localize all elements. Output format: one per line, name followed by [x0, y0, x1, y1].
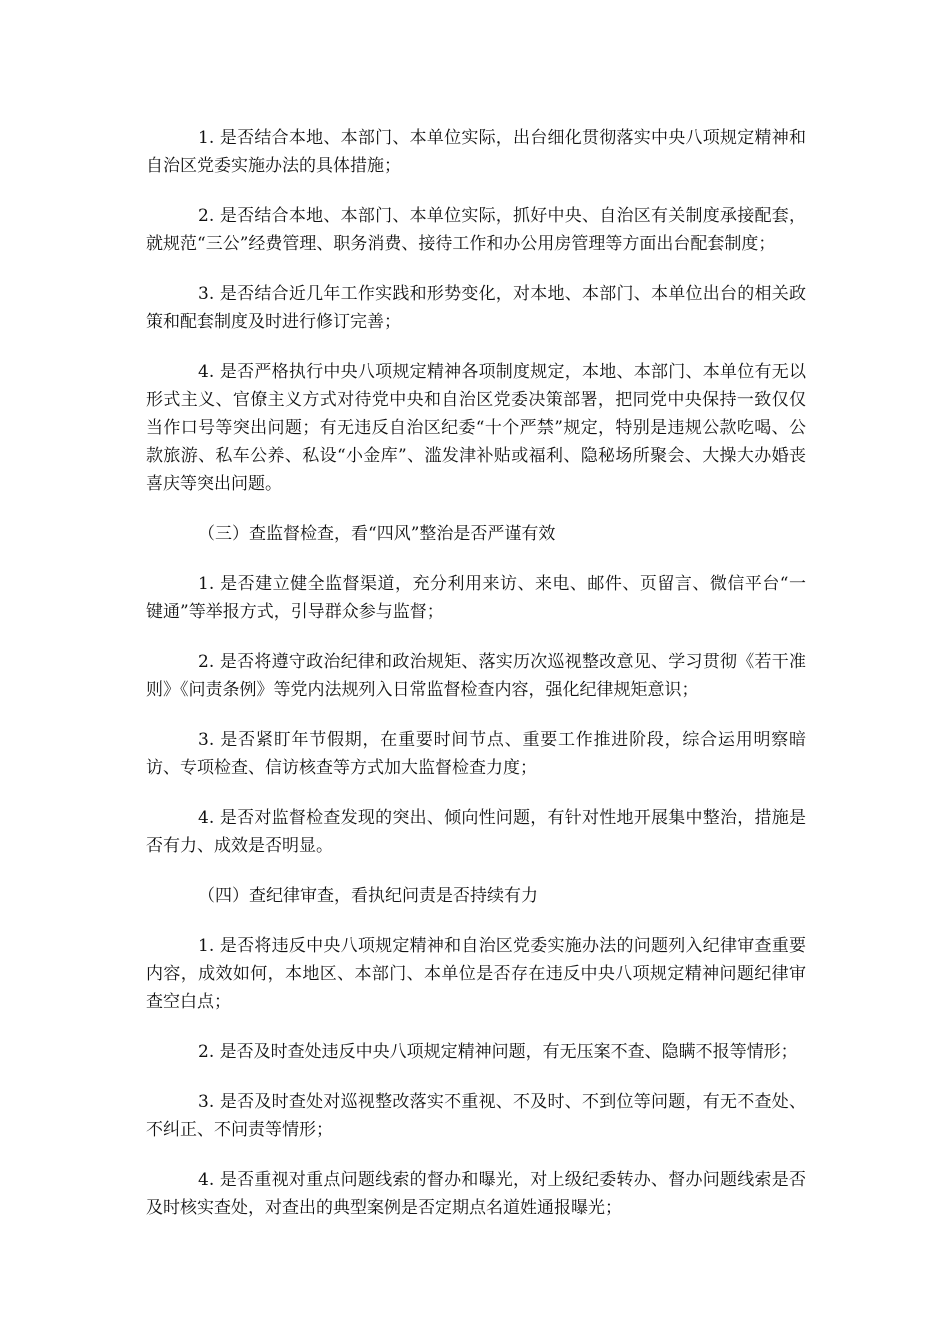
section-heading: （四）查纪律审查，看执纪问责是否持续有力 — [198, 886, 538, 906]
list-item: 3. 是否紧盯年节假期，在重要时间节点、重要工作推进阶段，综合运用明察暗访、专项检查、信访核查等方式加大监督检查力度； — [146, 730, 806, 778]
document-body — [146, 124, 806, 1244]
list-item: 1. 是否结合本地、本部门、本单位实际，出台细化贯彻落实中央八项规定精神和自治区党委实施办法的具体措施； — [146, 128, 806, 176]
list-item: 3. 是否结合近几年工作实践和形势变化，对本地、本部门、本单位出台的相关政策和配套制度及时进行修订完善； — [146, 284, 806, 332]
list-item: 2. 是否及时查处违反中央八项规定精神问题，有无压案不查、隐瞒不报等情形； — [198, 1042, 798, 1062]
list-item: 1. 是否建立健全监督渠道，充分利用来访、来电、邮件、页留言、微信平台“一键通”等举报方式，引导群众参与监督； — [146, 574, 806, 622]
list-item: 4. 是否重视对重点问题线索的督办和曝光，对上级纪委转办、督办问题线索是否及时核实查处，对查出的典型案例是否定期点名道姓通报曝光； — [146, 1170, 806, 1218]
list-item: 3. 是否及时查处对巡视整改落实不重视、不及时、不到位等问题，有无不查处、不纠正、不问责等情形； — [146, 1092, 806, 1140]
list-item: 1. 是否将违反中央八项规定精神和自治区党委实施办法的问题列入纪律审查重要内容，成效如何，本地区、本部门、本单位是否存在违反中央八项规定精神问题纪律审查空白点； — [146, 936, 806, 1012]
list-item: 2. 是否将遵守政治纪律和政治规矩、落实历次巡视整改意见、学习贯彻《若干准则》《问责条例》等党内法规列入日常监督检查内容，强化纪律规矩意识； — [146, 652, 806, 700]
list-item: 4. 是否对监督检查发现的突出、倾向性问题，有针对性地开展集中整治，措施是否有力、成效是否明显。 — [146, 808, 806, 856]
list-item: 2. 是否结合本地、本部门、本单位实际，抓好中央、自治区有关制度承接配套，就规范“三公”经费管理、职务消费、接待工作和办公用房管理等方面出台配套制度； — [146, 206, 806, 254]
section-heading: （三）查监督检查，看“四风”整治是否严谨有效 — [198, 524, 556, 544]
list-item: 4. 是否严格执行中央八项规定精神各项制度规定，本地、本部门、本单位有无以形式主义、官僚主义方式对待党中央和自治区党委决策部署，把同党中央保持一致仅仅当作口号等突出问题；有无违反自治区纪委“十个严禁”规定，特别是违规公款吃喝、公款旅游、私车公养、私设“小金库”、滥发津补贴或福利、隐秘场所聚会、大操大办婚丧喜庆等突出问题。 — [146, 362, 806, 494]
